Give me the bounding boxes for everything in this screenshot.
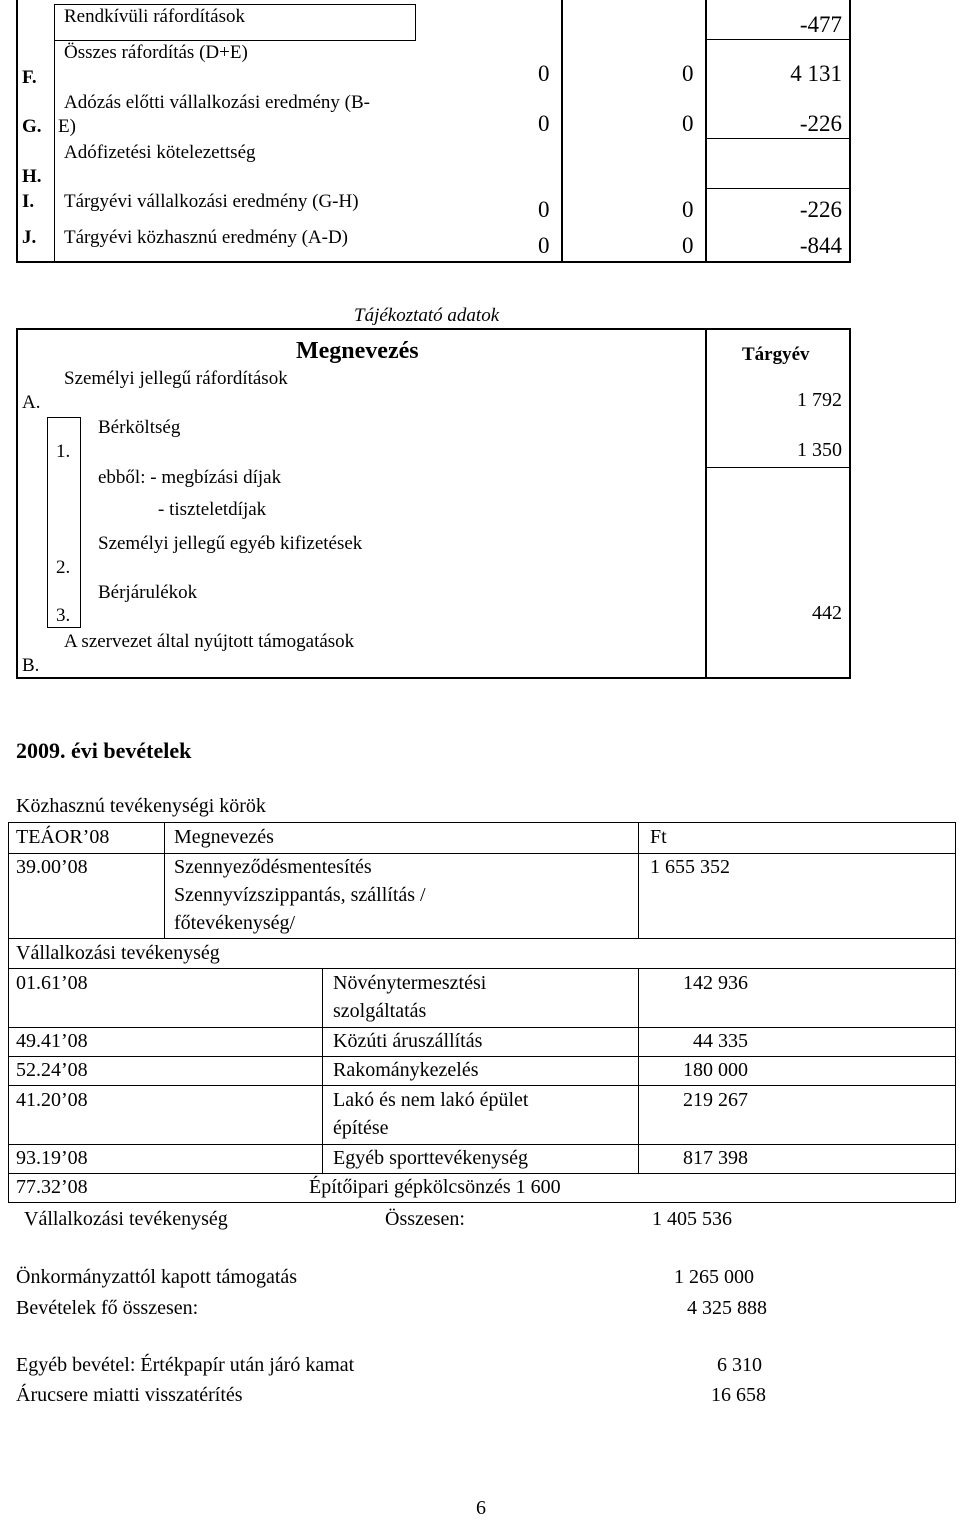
info-row-num: 1. [56,441,71,462]
public-row-value: 1 655 352 [650,856,730,878]
top-row-v2: 0 [682,233,694,258]
public-row-name: Szennyvízszippantás, szállítás / [174,884,426,906]
top-row-v1: 0 [538,233,550,258]
info-row-num: 3. [56,605,71,626]
other-label: Egyéb bevétel: Értékpapír után járó kamat [16,1354,355,1376]
info-row-value: 1 350 [797,439,842,461]
business-row-value: 817 398 [683,1147,748,1169]
col-header-name: Megnevezés [174,826,274,848]
col-header-teaor: TEÁOR’08 [16,826,110,848]
top-row-value: -477 [799,12,842,37]
top-row-letter: J. [22,227,37,248]
section-title-business: Vállalkozási tevékenység [16,942,220,964]
info-row-num: 2. [56,557,71,578]
top-row-value: -226 [799,197,842,222]
top-row-label: Rendkívüli ráfordítások [64,6,245,27]
col-header-ft: Ft [650,826,667,848]
info-row-value: 442 [812,602,842,624]
business-row-name: Lakó és nem lakó épület [333,1089,529,1111]
business-total-label: Vállalkozási tevékenység [24,1208,228,1230]
business-row-code: 41.20’08 [16,1089,88,1111]
other-value: 6 310 [717,1354,762,1376]
top-row-label: Adófizetési kötelezettség [64,142,256,163]
info-header-name: Megnevezés [296,338,419,364]
summary-label: Önkormányzattól kapott támogatás [16,1266,298,1288]
info-row-label: Személyi jellegű egyéb kifizetések [98,533,363,554]
info-row-label: ebből: - megbízási díjak [98,467,282,488]
business-row-code: 93.19’08 [16,1147,88,1169]
business-row-value: 180 000 [683,1059,748,1081]
business-row-name: építése [333,1117,389,1139]
public-row-name: Szennyeződésmentesítés [174,856,372,878]
income-heading: 2009. évi bevételek [16,738,192,763]
public-row-code: 39.00’08 [16,856,88,878]
business-row-code: 77.32’08 [16,1176,88,1198]
top-row-v2: 0 [682,197,694,222]
business-row-code: 52.24’08 [16,1059,88,1081]
business-row-value: 219 267 [683,1089,748,1111]
other-label: Árucsere miatti visszatérítés [16,1384,243,1406]
top-row-letter: H. [22,166,42,187]
info-table-caption: Tájékoztató adatok [354,305,500,326]
business-row-name: Növénytermesztési [333,972,487,994]
section-title-public: Közhasznú tevékenységi körök [16,795,266,817]
top-row-letter: G. [22,116,42,137]
other-value: 16 658 [711,1384,766,1406]
business-row-code: 01.61’08 [16,972,88,994]
business-total-value: 1 405 536 [652,1208,732,1230]
info-row-num: A. [22,392,41,413]
info-row-label: Bérjárulékok [98,582,198,603]
top-row-letter: I. [22,191,35,212]
info-row-label: Bérköltség [98,417,181,438]
info-row-label: A szervezet által nyújtott támogatások [64,631,355,652]
top-row-label-line2: E) [58,116,76,137]
summary-value: 4 325 888 [687,1297,767,1319]
top-row-v1: 0 [538,61,550,86]
public-row-name: főtevékenység/ [174,912,296,934]
top-row-label: Tárgyévi közhasznú eredmény (A-D) [64,227,349,248]
business-row-name: Rakománykezelés [333,1059,479,1081]
business-row-name: Építőipari gépkölcsönzés 1 600 [309,1176,561,1198]
summary-value: 1 265 000 [674,1266,754,1288]
business-row-value: 44 335 [693,1030,748,1052]
top-row-label: Összes ráfordítás (D+E) [64,42,248,63]
business-row-name: szolgáltatás [333,1000,427,1022]
info-row-value: 1 792 [797,389,842,411]
business-row-code: 49.41’08 [16,1030,88,1052]
info-row-label: - tiszteletdíjak [158,499,267,520]
top-row-label: Tárgyévi vállalkozási eredmény (G-H) [64,191,359,212]
business-row-value: 142 936 [683,972,748,994]
top-row-v1: 0 [538,111,550,136]
top-row-value: -226 [799,111,842,136]
top-row-v1: 0 [538,197,550,222]
business-total-label2: Összesen: [385,1208,465,1230]
top-row-value: 4 131 [790,61,842,86]
top-row-value: -844 [799,233,842,258]
top-row-letter: F. [22,67,37,88]
business-row-name: Egyéb sporttevékenység [333,1147,528,1169]
info-header-year: Tárgyév [742,344,810,365]
summary-label: Bevételek fő összesen: [16,1297,199,1319]
top-row-v2: 0 [682,61,694,86]
page-number: 6 [476,1497,486,1519]
info-row-label: Személyi jellegű ráfordítások [64,368,288,389]
top-row-v2: 0 [682,111,694,136]
top-row-label-line1: Adózás előtti vállalkozási eredmény (B- [64,92,371,113]
business-row-name: Közúti áruszállítás [333,1030,483,1052]
info-row-num: B. [22,655,40,676]
